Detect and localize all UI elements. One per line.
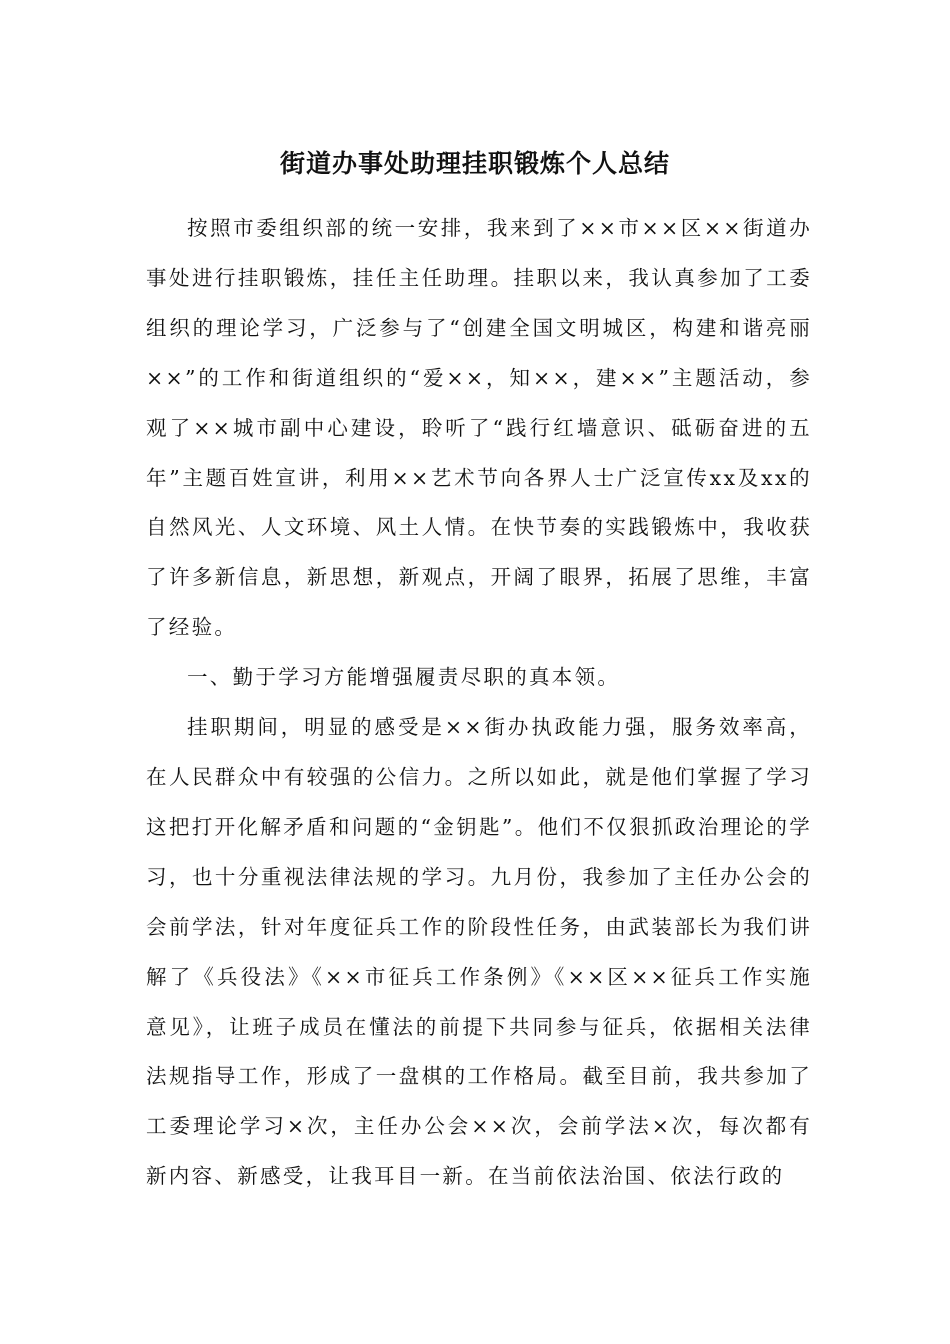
document-body: [146, 204, 812, 1202]
paragraph-intro: 按照市委组织部的统一安排，我来到了××市××区××街道办事处进行挂职锻炼，挂任主任助理。挂职以来，我认真参加了工委组织的理论学习，广泛参与了“创建全国文明城区，构建和谐亮丽××”的工作和街道组织的“爱××，知××，建××”主题活动，参观了××城市副中心建设，聆听了“践行红墙意识、砥砺奋进的五年”主题百姓宣讲，利用××艺术节向各界人士广泛宣传xx及xx的自然风光、人文环境、风土人情。在快节奏的实践锻炼中，我收获了许多新信息，新思想，新观点，开阔了眼界，拓展了思维，丰富了经验。: [146, 216, 812, 640]
section-heading-1: 一、勤于学习方能增强履责尽职的真本领。: [187, 665, 621, 690]
document-title: 街道办事处助理挂职锻炼个人总结: [279, 149, 670, 178]
paragraph-section-1: 挂职期间，明显的感受是××街办执政能力强，服务效率高，在人民群众中有较强的公信力。之所以如此，就是他们掌握了学习这把打开化解矛盾和问题的“金钥匙”。他们不仅狠抓政治理论的学习，也十分重视法律法规的学习。九月份，我参加了主任办公会的会前学法，针对年度征兵工作的阶段性任务，由武装部长为我们讲解了《兵役法》《××市征兵工作条例》《××区××征兵工作实施意见》，让班子成员在懂法的前提下共同参与征兵，依据相关法律法规指导工作，形成了一盘棋的工作格局。截至目前，我共参加了工委理论学习×次，主任办公会××次，会前学法×次，每次都有新内容、新感受，让我耳目一新。在当前依法治国、依法行政的: [146, 715, 812, 1189]
